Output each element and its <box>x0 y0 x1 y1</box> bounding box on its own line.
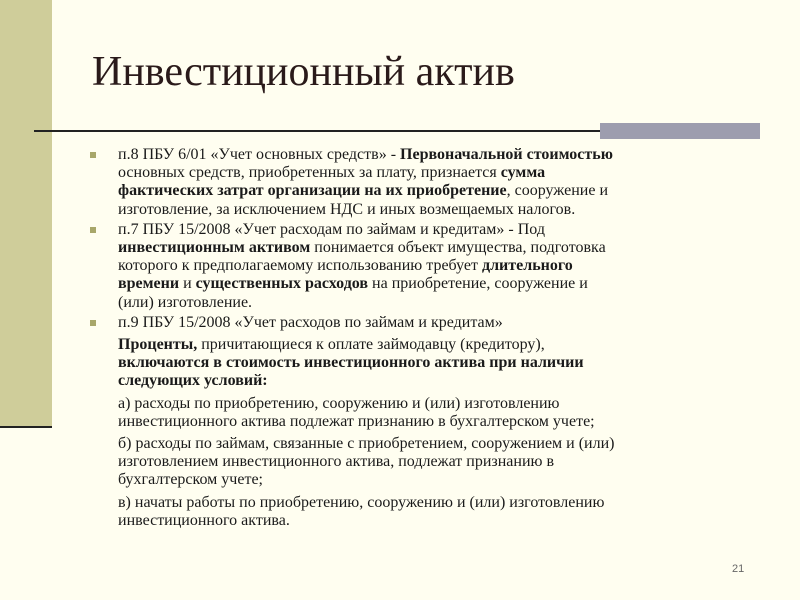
text: инвестиционного актива. <box>118 511 290 529</box>
bullet-item-pbu-15-2008-p9 <box>90 314 750 332</box>
text: основных средств, приобретенных за плату, признается <box>118 164 501 182</box>
accent-bar <box>600 123 760 139</box>
text-bold: включаются в стоимость инвестиционного актива при наличии <box>118 354 584 372</box>
text-bold: Первоначальной стоимостью <box>400 146 613 163</box>
bullet-item-pbu-6-01 <box>90 146 750 219</box>
text: и <box>179 275 196 293</box>
text: причитающиеся к оплате займодавцу (кредитору), <box>197 336 545 354</box>
text: которого к предполагаемому использованию требует <box>118 257 482 275</box>
text: изготовление, за исключением НДС и иных возмещаемых налогов. <box>118 200 576 218</box>
slide-content <box>90 146 750 532</box>
sidebar-decoration <box>0 0 52 426</box>
paragraph-condition-b <box>90 435 750 490</box>
text: , сооружение и <box>506 182 609 200</box>
text: бухгалтерском учете; <box>118 471 263 489</box>
title-rule <box>34 130 602 132</box>
text: б) расходы по займам, связанные с приобретением, сооружением и (или) <box>118 435 615 453</box>
text: инвестиционного актива подлежат признанию в бухгалтерском учете; <box>118 412 595 430</box>
text-bold: существенных расходов <box>195 275 369 293</box>
bullet-item-pbu-15-2008-p7 <box>90 221 750 312</box>
text-bold: фактических затрат организации на их приобретение <box>118 182 507 200</box>
slide-title: Инвестиционный актив <box>92 49 515 95</box>
text: понимается объект имущества, подготовка <box>310 239 606 257</box>
text: изготовлением инвестиционного актива, подлежат признанию в <box>118 453 555 471</box>
text: на приобретение, сооружение и <box>368 275 588 293</box>
text-bold: времени <box>118 275 180 293</box>
text: (или) изготовление. <box>118 293 253 311</box>
paragraph-interest <box>90 336 750 391</box>
paragraph-condition-c <box>90 494 750 530</box>
text: а) расходы по приобретению, сооружению и (или) изготовлению <box>118 394 560 412</box>
text-bold: инвестиционным активом <box>118 239 311 257</box>
text-bold: длительного <box>481 257 573 275</box>
text: п.8 ПБУ 6/01 «Учет основных средств» - <box>118 146 401 163</box>
text: п.9 ПБУ 15/2008 «Учет расходов по займам и кредитам» <box>118 313 503 331</box>
page-number: 21 <box>732 563 745 575</box>
sidebar-divider <box>0 426 52 428</box>
text-bold: Проценты, <box>118 336 198 354</box>
text: п.7 ПБУ 15/2008 «Учет расходам по займам и кредитам» - Под <box>118 220 545 238</box>
text-bold: следующих условий: <box>118 372 268 390</box>
text: в) начаты работы по приобретению, сооружению и (или) изготовлению <box>118 493 605 511</box>
text-bold: сумма <box>500 164 546 182</box>
paragraph-condition-a <box>90 395 750 431</box>
